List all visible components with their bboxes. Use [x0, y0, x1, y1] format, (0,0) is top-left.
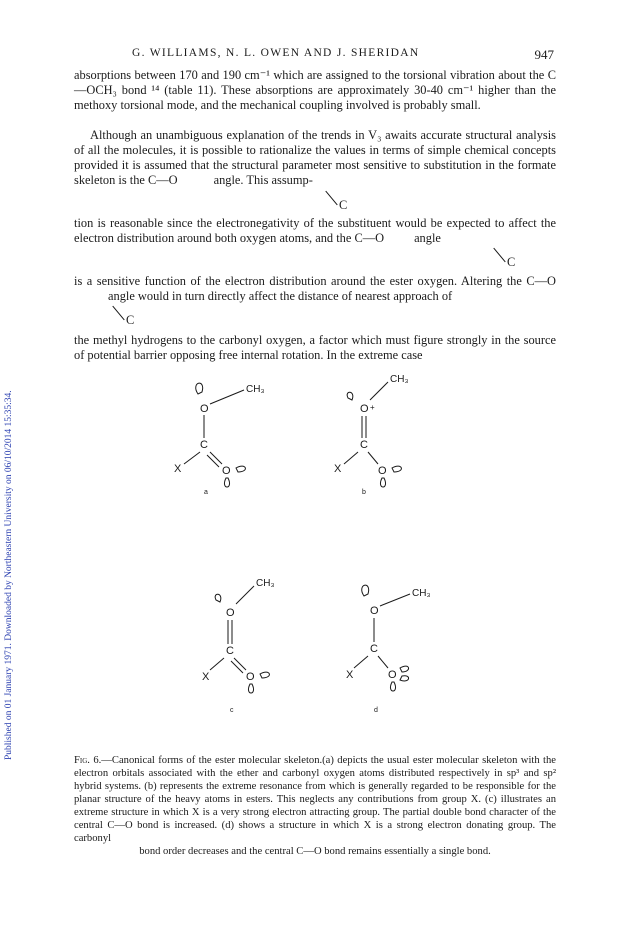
oxygen-atom: O — [246, 671, 255, 683]
substituent-x: X — [174, 463, 182, 475]
paragraph-2-part-b — [74, 216, 556, 246]
structure-a — [174, 383, 265, 496]
angle-carbon-label-2: C — [507, 255, 516, 269]
bond-line — [210, 452, 222, 464]
orbital-lobe — [362, 585, 369, 596]
orbital-lobe — [196, 383, 203, 394]
orbital-lobe — [224, 478, 229, 487]
bond-line — [236, 586, 254, 604]
bond-line — [210, 658, 224, 670]
methyl-group: CH₃ — [246, 384, 265, 395]
oxygen-atom: O — [226, 607, 235, 619]
orbital-lobe — [248, 684, 253, 693]
paragraph-1-text: absorptions between 170 and 190 cm⁻¹ which are assigned to the torsional vibration about the C—OCH₃ bond ¹⁴ (table 11). These absorptions are approximately 30-40 cm⁻¹ higher than the methoxy torsional mode, and the mechanical coupling involved is probably small. — [74, 68, 556, 112]
carbon-atom: C — [200, 439, 208, 451]
carbon-atom: C — [226, 645, 234, 657]
methyl-group: CH₃ — [412, 588, 431, 599]
angle-bond-line-2 — [493, 248, 505, 262]
para2-a-text: Although an unambiguous explanation of the trends in V₃ awaits accurate structural analysis of all the molecules, it is possible to rationalize the values in terms of simple chemical concepts provided it is assumed that the structural parameter most sensitive to substitution in the formate skeleton is the C—O — [74, 128, 556, 187]
panel-label-d: d — [374, 707, 378, 714]
structure-c — [202, 578, 275, 714]
bond-line — [344, 452, 358, 464]
angle-carbon-label-3: C — [126, 313, 135, 327]
orbital-lobe — [400, 676, 409, 681]
para2-b-tail: angle — [414, 231, 441, 245]
paragraph-1 — [74, 68, 556, 113]
structure-b — [334, 374, 409, 496]
paragraph-2-part-d — [74, 333, 556, 363]
bond-line — [370, 382, 388, 400]
oxygen-atom: O — [388, 669, 397, 681]
bond-line — [378, 656, 388, 668]
figure-caption — [74, 754, 556, 858]
charge-mark: + — [370, 403, 375, 412]
side-note-text: Published on 01 January 1971. Downloaded by Northeastern University on 06/10/2014 15:35:34. — [4, 390, 14, 760]
orbital-lobe — [215, 594, 221, 602]
substituent-x: X — [202, 671, 210, 683]
download-side-note — [2, 160, 16, 760]
angle-bond-line-1 — [325, 191, 337, 205]
caption-body: —Canonical forms of the ester molecular skeleton.(a) depicts the usual ester molecular skeleton with the electron orbitals associated with the ether and carbonyl oxygen atoms distributed respectively in sp³ and sp² hybrid systems. (b) represents the extreme resonance from which is generally regarded to be responsible for the planar structure of the heavy atoms in esters. This neglects any contributions from group X. (c) illustrates an extreme structure in which X is a very strong electron attracting group. The partial double bond character of the central C—O bond is increased. (d) shows a structure in which X is a strong electron donating group. The carbonyl — [74, 755, 556, 844]
paragraph-2-part-c — [74, 274, 556, 304]
panel-label-a: a — [204, 489, 208, 496]
bond-line — [210, 390, 244, 404]
bond-line — [380, 594, 410, 606]
bond-line — [234, 658, 246, 670]
orbital-lobe — [392, 466, 401, 472]
substituent-x: X — [334, 463, 342, 475]
bond-line — [354, 656, 368, 668]
methyl-group: CH₃ — [390, 374, 409, 385]
para2-c-tail: angle would in turn directly affect the distance of nearest approach of — [108, 289, 453, 303]
para2-c-text: is a sensitive function of the electron distribution around the ester oxygen. Altering the C—O — [74, 274, 556, 288]
caption-lead: Fig. 6. — [74, 755, 102, 766]
bond-line — [231, 661, 243, 673]
methyl-group: CH₃ — [256, 578, 275, 589]
orbital-lobe — [380, 478, 385, 487]
running-header — [74, 47, 554, 63]
oxygen-atom: O — [222, 465, 231, 477]
carbon-atom: C — [360, 439, 368, 451]
bond-line — [207, 455, 219, 467]
para2-b-text: tion is reasonable since the electronegativity of the substituent would be expected to affect the electron distribution around both oxygen atoms, and the C—O — [74, 216, 556, 245]
orbital-lobe — [236, 466, 245, 472]
orbital-lobe — [390, 682, 395, 691]
angle-carbon-label-1: C — [339, 198, 348, 212]
canonical-forms-figure — [150, 368, 470, 718]
caption-last-line: bond order decreases and the central C—O bond remains essentially a single bond. — [139, 846, 491, 857]
orbital-lobe — [347, 392, 353, 400]
para2-d-text: the methyl hydrogens to the carbonyl oxygen, a factor which must figure strongly in the source of potential barrier opposing free internal rotation. In the extreme case — [74, 333, 556, 362]
orbital-lobe — [260, 672, 269, 678]
oxygen-atom: O — [370, 605, 379, 617]
oxygen-atom: O — [360, 403, 369, 415]
oxygen-atom: O — [378, 465, 387, 477]
bond-line — [184, 452, 200, 464]
bond-line — [368, 452, 378, 464]
orbital-lobe — [400, 666, 409, 672]
substituent-x: X — [346, 669, 354, 681]
angle-bond-line-3 — [112, 306, 124, 320]
oxygen-atom: O — [200, 403, 209, 415]
structure-d — [346, 585, 431, 714]
paragraph-2-part-a — [74, 128, 556, 188]
carbon-atom: C — [370, 643, 378, 655]
header-authors: G. WILLIAMS, N. L. OWEN AND J. SHERIDAN — [132, 47, 420, 59]
para2-a-tail: angle. This assump- — [213, 173, 313, 187]
page-number: 947 — [534, 47, 554, 62]
panel-label-c: c — [230, 707, 234, 714]
panel-label-b: b — [362, 489, 366, 496]
